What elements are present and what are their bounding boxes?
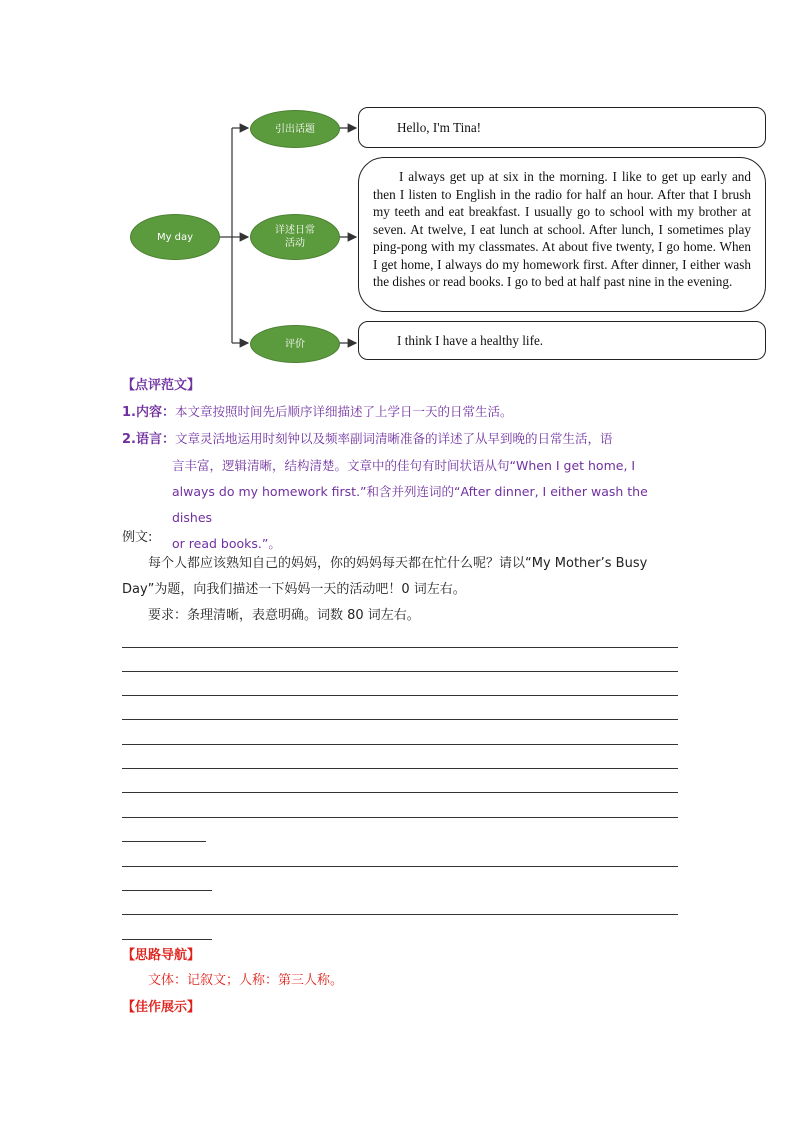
- node-daily-activities: [250, 214, 340, 260]
- writing-line: [122, 841, 206, 842]
- example-requirement: 要求：条理清晰，表意明确。词数 80 词左右。: [148, 608, 420, 623]
- writing-line: [122, 792, 678, 793]
- writing-line: [122, 768, 678, 769]
- guide-heading: [122, 942, 200, 969]
- review-heading: [122, 372, 682, 399]
- guide-text: 文体：记叙文；人称：第三人称。: [148, 973, 344, 988]
- evaluation-text-box: [358, 321, 766, 360]
- writing-line: [122, 866, 678, 867]
- example-prompt-line2: Day”为题，向我们描述一下妈妈一天的活动吧！0 词左右。: [122, 582, 466, 597]
- review-heading-text: 【点评范文】: [122, 378, 201, 393]
- language-text-2: 言丰富，逻辑清晰，结构清楚。文章中的佳句有时间状语从句“When I get home, I: [172, 458, 636, 473]
- writing-line: [122, 744, 678, 745]
- review-section: [122, 372, 682, 557]
- review-content-line: [122, 399, 682, 426]
- node-label: 引出话题: [275, 123, 315, 135]
- showcase-heading: [122, 994, 200, 1021]
- guide-heading-text: 【思路导航】: [122, 948, 201, 963]
- writing-line: [122, 695, 678, 696]
- writing-line: [122, 914, 678, 915]
- writing-line: [122, 890, 212, 891]
- box-text: I think I have a healthy life.: [397, 332, 544, 348]
- root-node-label: My day: [156, 231, 194, 243]
- writing-line: [122, 719, 678, 720]
- node-label: 评价: [285, 338, 305, 350]
- node-evaluation: [250, 325, 340, 363]
- writing-line: [122, 671, 678, 672]
- language-text-3: always do my homework first.”和含并列连词的“After dinner, I either wash the dishes: [172, 484, 648, 525]
- writing-line: [122, 817, 678, 818]
- content-text: 本文章按照时间先后顺序详细描述了上学日一天的日常生活。: [174, 404, 513, 419]
- example-prompt-line1: 每个人都应该熟知自己的妈妈，你的妈妈每天都在忙什么呢？请以“My Mother’s Busy: [148, 556, 648, 571]
- writing-line: [122, 939, 212, 940]
- review-language-cont: [122, 453, 682, 557]
- activities-text-box: [358, 157, 766, 312]
- language-label: 2.语言：: [122, 432, 175, 447]
- language-text-4: or read books.”。: [172, 536, 281, 551]
- review-language-line: [122, 426, 682, 453]
- mind-map-diagram: [0, 0, 800, 370]
- box-text: Hello, I'm Tina!: [397, 119, 482, 135]
- intro-text-box: [358, 107, 766, 148]
- content-label: 1.内容：: [122, 405, 175, 420]
- node-intro-topic: [250, 110, 340, 148]
- writing-line: [122, 647, 678, 648]
- node-label: 详述日常活动: [275, 225, 315, 249]
- root-node-my-day: [130, 214, 220, 260]
- box-text: I always get up at six in the morning. I like to get up early and then I listen to English in the radio for half an hour. After that I brush my teeth and eat breakfast. I usually go to school with my brother at seven. At twelve, I eat lunch at school. After lunch, I sometimes play ping-pong with my classmates. At about five twenty, I go home. When I get home, I always do my homework first. After dinner, I either wash the dishes or read books. I go to bed at half past nine in the evening.: [373, 169, 751, 289]
- language-text-1: 文章灵活地运用时刻钟以及频率副词清晰准备的详述了从早到晚的日常生活，语: [174, 431, 613, 446]
- example-label: 例文:: [122, 530, 153, 545]
- showcase-heading-text: 【佳作展示】: [122, 1000, 201, 1015]
